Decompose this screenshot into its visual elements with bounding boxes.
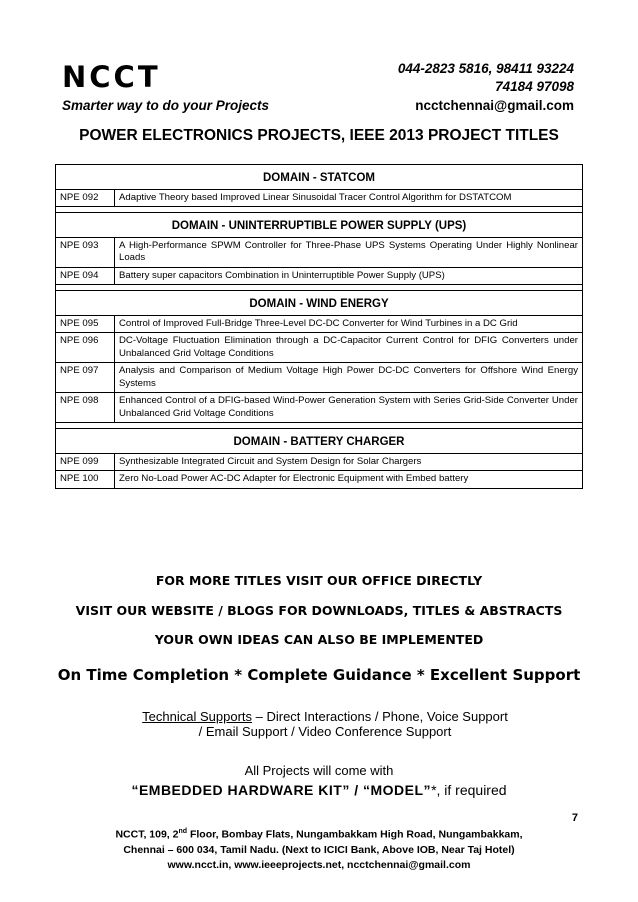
letterhead (62, 58, 578, 113)
project-title: Control of Improved Full-Bridge Three-Level DC-DC Converter for Wind Turbines in a DC Grid (115, 315, 583, 333)
embedded-kit-note (0, 782, 638, 798)
project-title: Battery super capacitors Combination in Uninterruptible Power Supply (UPS) (115, 267, 583, 285)
domain-name: DOMAIN - WIND ENERGY (56, 291, 583, 316)
phone-number-2: 74184 97098 (495, 79, 574, 94)
footer-address (60, 824, 578, 873)
project-code: NPE 093 (56, 237, 115, 267)
projects-note: All Projects will come with (244, 763, 394, 778)
project-code: NPE 098 (56, 393, 115, 423)
address-line-1: NCCT, 109, 2nd Floor, Bombay Flats, Nungambakkam High Road, Nungambakkam, (115, 828, 523, 841)
embedded-kit-label: “EMBEDDED HARDWARE KIT” / “MODEL” (131, 782, 432, 798)
table-row (56, 333, 583, 363)
support-text-1: – Direct Interactions / Phone, Voice Support (252, 709, 508, 724)
project-code: NPE 095 (56, 315, 115, 333)
project-code: NPE 099 (56, 453, 115, 471)
contact-email: ncctchennai@gmail.com (415, 98, 574, 113)
project-code: NPE 092 (56, 189, 115, 207)
table-row (56, 363, 583, 393)
phone-numbers: 044-2823 5816, 98411 93224 (397, 61, 574, 76)
domain-header (56, 165, 583, 190)
project-code: NPE 096 (56, 333, 115, 363)
page-title: POWER ELECTRONICS PROJECTS, IEEE 2013 PROJECT TITLES (79, 127, 559, 144)
project-title: DC-Voltage Fluctuation Elimination through a DC-Capacitor Current Control for DFIG Converters under Unbalanced Grid Voltage Conditions (115, 333, 583, 363)
project-title: Analysis and Comparison of Medium Voltage High Power DC-DC Converters for Offshore Wind Energy Systems (115, 363, 583, 393)
support-text-2: / Email Support / Video Conference Support (198, 724, 452, 739)
more-titles-note: FOR MORE TITLES VISIT OUR OFFICE DIRECTLY (155, 573, 483, 588)
table-row (56, 453, 583, 471)
table-row (56, 267, 583, 285)
project-title: Synthesizable Integrated Circuit and System Design for Solar Chargers (115, 453, 583, 471)
technical-support-label: Technical Supports (142, 709, 253, 724)
domain-name: DOMAIN - UNINTERRUPTIBLE POWER SUPPLY (UPS) (56, 213, 583, 238)
kit-suffix: *, if required (431, 782, 507, 798)
own-ideas-note: YOUR OWN IDEAS CAN ALSO BE IMPLEMENTED (154, 632, 484, 647)
project-title: Adaptive Theory based Improved Linear Sinusoidal Tracer Control Algorithm for DSTATCOM (115, 189, 583, 207)
page-number: 7 (571, 812, 578, 824)
table-row (56, 315, 583, 333)
project-title: Enhanced Control of a DFIG-based Wind-Power Generation System with Series Grid-Side Converter Under Unbalanced Grid Voltage Conditions (115, 393, 583, 423)
domain-header (56, 291, 583, 316)
website-note: VISIT OUR WEBSITE / BLOGS FOR DOWNLOADS, TITLES & ABSTRACTS (75, 603, 563, 618)
project-code: NPE 094 (56, 267, 115, 285)
domain-header (56, 429, 583, 454)
address-line-2: Chennai – 600 034, Tamil Nadu. (Next to ICICI Bank, Above IOB, Near Taj Hotel) (123, 843, 515, 856)
table-row (56, 189, 583, 207)
project-title: Zero No-Load Power AC-DC Adapter for Electronic Equipment with Embed battery (115, 471, 583, 489)
ncct-logo: NCCT (62, 60, 161, 94)
table-row (56, 471, 583, 489)
domain-name: DOMAIN - STATCOM (56, 165, 583, 190)
project-title: A High-Performance SPWM Controller for Three-Phase UPS Systems Operating Under Highly Nonlinear Loads (115, 237, 583, 267)
project-code: NPE 097 (56, 363, 115, 393)
domain-header (56, 213, 583, 238)
table-row (56, 237, 583, 267)
table-row (56, 393, 583, 423)
service-highlights: On Time Completion * Complete Guidance * Excellent Support (57, 666, 581, 684)
tagline: Smarter way to do your Projects (62, 98, 270, 113)
domain-name: DOMAIN - BATTERY CHARGER (56, 429, 583, 454)
websites-line: www.ncct.in, www.ieeeprojects.net, ncctchennai@gmail.com (167, 858, 471, 871)
project-code: NPE 100 (56, 471, 115, 489)
project-titles-table (55, 164, 583, 489)
technical-support-text (110, 709, 540, 739)
